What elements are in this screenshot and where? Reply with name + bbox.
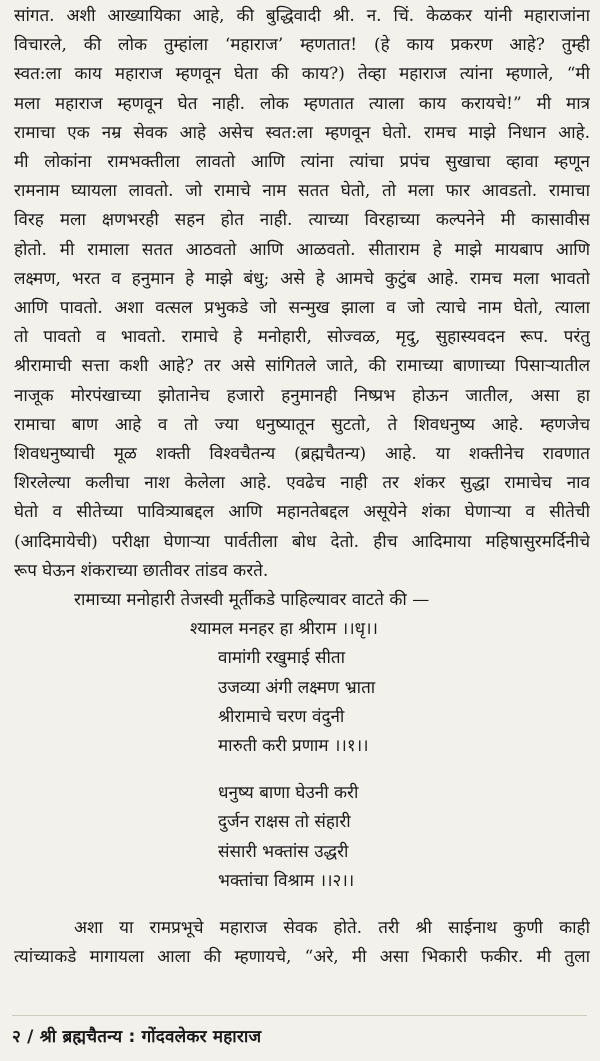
text-line: नाजूक मोरपंखाच्या झोतानेच हजारो हनुमानही निष्प्रभ होऊन जातील, असा हा <box>14 385 590 406</box>
text-line: सांगत. अशी आख्यायिका आहे, की बुद्धिवादी श्री. न. चिं. केळकर यांनी महाराजांना <box>14 6 590 26</box>
text-line: मला महाराज म्हणवून घेत नाही. लोक म्हणतात त्याला काय करायचे!” मी मात्र <box>14 93 590 114</box>
text-line: शिरलेल्या कलीचा नाश केलेला आहे. एवढेच नाही तर शंकर सुद्धा रामाचेच नाव <box>14 473 590 494</box>
poem-line: वामांगी रखुमाई सीता <box>218 648 345 669</box>
poem-line: धनुष्य बाणा घेउनी करी <box>218 783 359 804</box>
poem-intro <box>14 586 590 615</box>
poem-refrain: श्यामल मनहर हा श्रीराम ।।धृ।। <box>190 619 378 640</box>
paragraph-gap <box>14 896 590 914</box>
poem-line: उजव्या अंगी लक्ष्मण भ्राता <box>218 677 376 698</box>
text-line: श्रीरामाची सत्ता कशी आहे? तर असे सांगितले जाते, की रामाच्या बाणाच्या पिसाऱ्यातील <box>14 356 590 377</box>
poem-line: श्रीरामाचे चरण वंदुनी <box>218 706 345 727</box>
text-line: रामनाम घ्यायला लावतो. जो रामाचे नाम सतत घेतो, तो मला फार आवडतो. रामाचा <box>14 181 590 202</box>
poem-line: भक्तांचा विश्राम ।।२।। <box>218 870 355 891</box>
text-line: लक्ष्मण, भरत व हनुमान हे माझे बंधु; असे हे आमचे कुटुंब आहे. रामच मला भावतो <box>14 268 590 289</box>
text-line: रामाचा बाण आहे व तो ज्या धनुष्यातून सुटतो, ते शिवधनुष्य आहे. म्हणजेच <box>14 414 590 435</box>
paragraph-1 <box>14 2 590 586</box>
text-line: स्वत:ला काय महाराज म्हणवून घेता की काय?) तेव्हा महाराज त्यांना म्हणाले, “मी <box>14 64 590 85</box>
text-line: त्यांच्याकडे मागायला आला की म्हणायचे, “अरे, मी असा भिकारी फकीर. मी तुला <box>14 947 590 968</box>
intro-line: रामाच्या मनोहारी तेजस्वी मूर्तीकडे पाहिल्यावर वाटते की — <box>74 590 430 611</box>
text-line: विरह मला क्षणभरही सहन होत नाही. त्याच्या विरहाच्या कल्पनेने मी कासावीस <box>14 210 590 231</box>
text-line: घेतो व सीतेच्या पावित्र्याबद्दल आणि महानतेबद्दल असूयेने शंका घेणाऱ्या व सीतेची <box>14 502 590 523</box>
stanza-gap <box>14 761 590 779</box>
poem-line: संसारी भक्तांस उद्धरी <box>218 841 349 862</box>
running-title: श्री ब्रह्मचैतन्य : गोंदवलेकर महाराज <box>39 1027 262 1047</box>
poem-line: मारुती करी प्रणाम ।।१।। <box>218 736 369 757</box>
poem-line: दुर्जन राक्षस तो संहारी <box>218 812 351 833</box>
text-line: अशा या रामप्रभूचे महाराज सेवक होते. तरी श्री साईनाथ कुणी काही <box>74 918 590 939</box>
text-line: रामाचा एक नम्र सेवक आहे असेच स्वत:ला म्हणवून घेतो. रामच माझे निधान आहे. <box>14 122 590 143</box>
text-line: विचारले, की लोक तुम्हांला ‘महाराज’ म्हणतात! (हे काय प्रकरण आहे? तुम्ही <box>14 35 590 56</box>
text-line: रूप घेऊन शंकराच्या छातीवर तांडव करते. <box>14 560 269 581</box>
text-line: मी लोकांना रामभक्तीला लावतो आणि त्यांना त्यांचा प्रपंच सुखाचा व्हावा म्हणून <box>14 152 590 173</box>
footer-separator: / <box>27 1027 34 1047</box>
text-line: तो पावतो व भावतो. रामाचे हे मनोहारी, सोज्वळ, मृदु, सुहास्यवदन रूप. परंतु <box>14 327 590 348</box>
text-line: होतो. मी रामाला सतत आठवतो आणि आळवतो. सीताराम हे माझे मायबाप आणि <box>14 239 590 260</box>
page-footer <box>12 1015 587 1047</box>
poem-verse-1 <box>14 644 590 761</box>
text-line: शिवधनुष्याची मूळ शक्ती विश्वचैतन्य (ब्रह्मचैतन्य) आहे. या शक्तीनेच रावणात <box>14 444 590 465</box>
text-line: आणि पावतो. अशा वत्सल प्रभुकडे जो सन्मुख झाला व जो त्याचे नाम घेतो, त्याला <box>14 298 590 319</box>
poem <box>14 615 590 896</box>
page-number: २ <box>12 1027 22 1047</box>
poem-verse-2 <box>14 779 590 896</box>
paragraph-2 <box>14 914 590 972</box>
text-line: (आदिमायेची) परीक्षा घेणाऱ्या पार्वतीला बोध देतो. हीच आदिमाया महिषासुरमर्दिनीचे <box>14 531 590 552</box>
